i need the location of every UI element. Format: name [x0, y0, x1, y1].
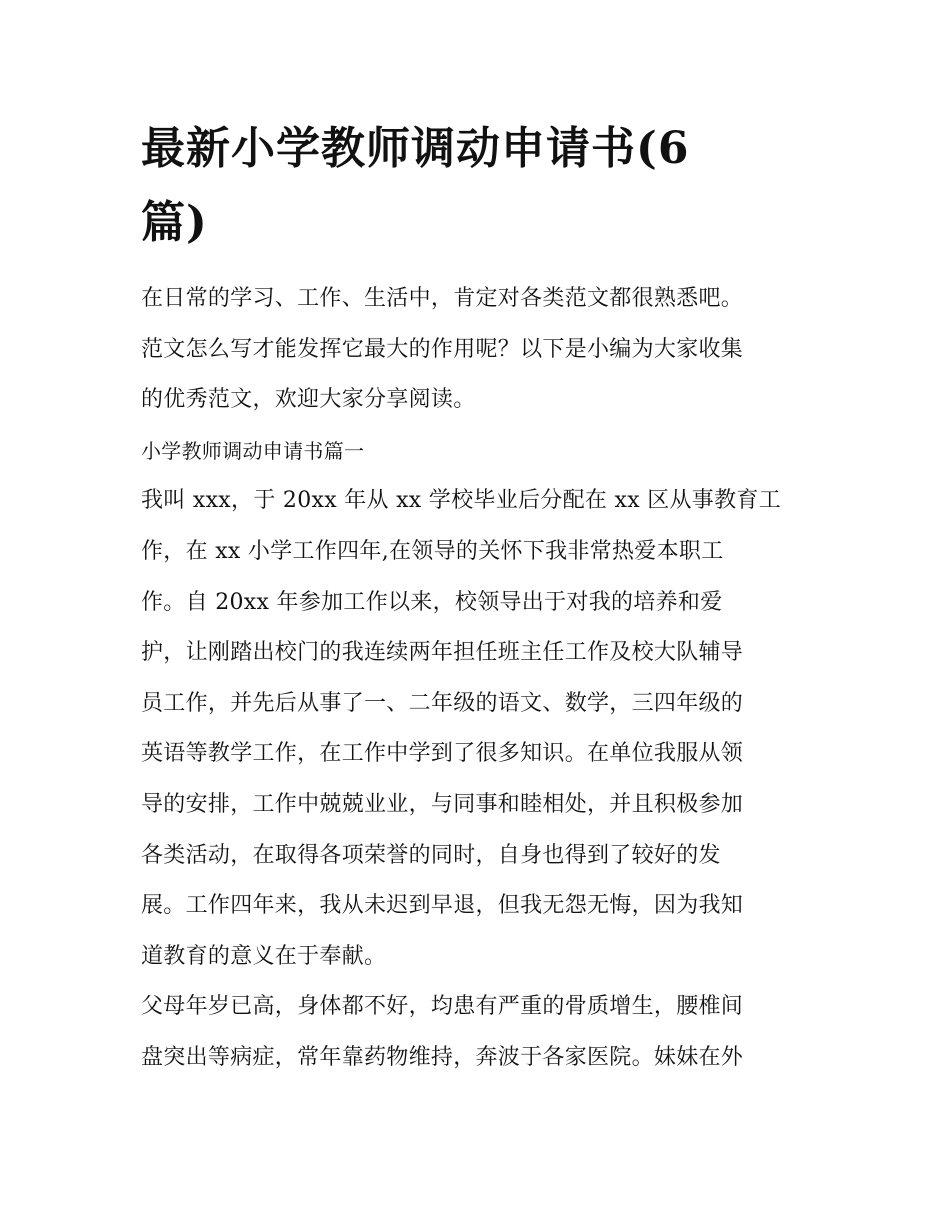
text-line: 在日常的学习、工作、生活中，肯定对各类范文都很熟悉吧。 — [141, 286, 744, 311]
text-line: 父母年岁已高，身体都不好，均患有严重的骨质增生，腰椎间 — [141, 994, 744, 1020]
section-heading: 小学教师调动申请书篇一 — [141, 438, 365, 463]
text-line: 范文怎么写才能发挥它最大的作用呢？以下是小编为大家收集 — [141, 336, 744, 362]
text-line: 盘突出等病症，常年靠药物维持，奔波于各家医院。妹妹在外 — [141, 1044, 744, 1070]
text-line: 英语等教学工作，在工作中学到了很多知识。在单位我服从领 — [141, 741, 744, 767]
text-line: 作，在 xx 小学工作四年,在领导的关怀下我非常热爱本职工 — [141, 538, 724, 564]
title-line: 最新小学教师调动申请书(6 — [141, 123, 690, 174]
text-line: 展。工作四年来，我从未迟到早退，但我无怨无悔，因为我知 — [141, 893, 744, 919]
document-body — [141, 274, 817, 1084]
text-line: 护，让刚踏出校门的我连续两年担任班主任工作及校大队辅导 — [141, 640, 744, 666]
intro-paragraph — [141, 274, 817, 426]
text-line: 作。自 20xx 年参加工作以来，校领导出于对我的培养和爱 — [141, 589, 723, 615]
body-paragraph-2 — [141, 982, 817, 1083]
body-paragraph-1 — [141, 476, 817, 982]
document-title — [141, 112, 781, 260]
text-line: 导的安排，工作中兢兢业业，与同事和睦相处，并且积极参加 — [141, 791, 744, 817]
text-line: 员工作，并先后从事了一、二年级的语文、数学，三四年级的 — [141, 690, 744, 716]
text-line: 道教育的意义在于奉献。 — [141, 943, 387, 969]
text-line: 我叫 xxx，于 20xx 年从 xx 学校毕业后分配在 xx 区从事教育工 — [141, 488, 782, 514]
text-line: 的优秀范文，欢迎大家分享阅读。 — [141, 387, 476, 413]
text-line: 各类活动，在取得各项荣誉的同时，自身也得到了较好的发 — [141, 842, 721, 868]
title-line: 篇) — [141, 197, 208, 248]
